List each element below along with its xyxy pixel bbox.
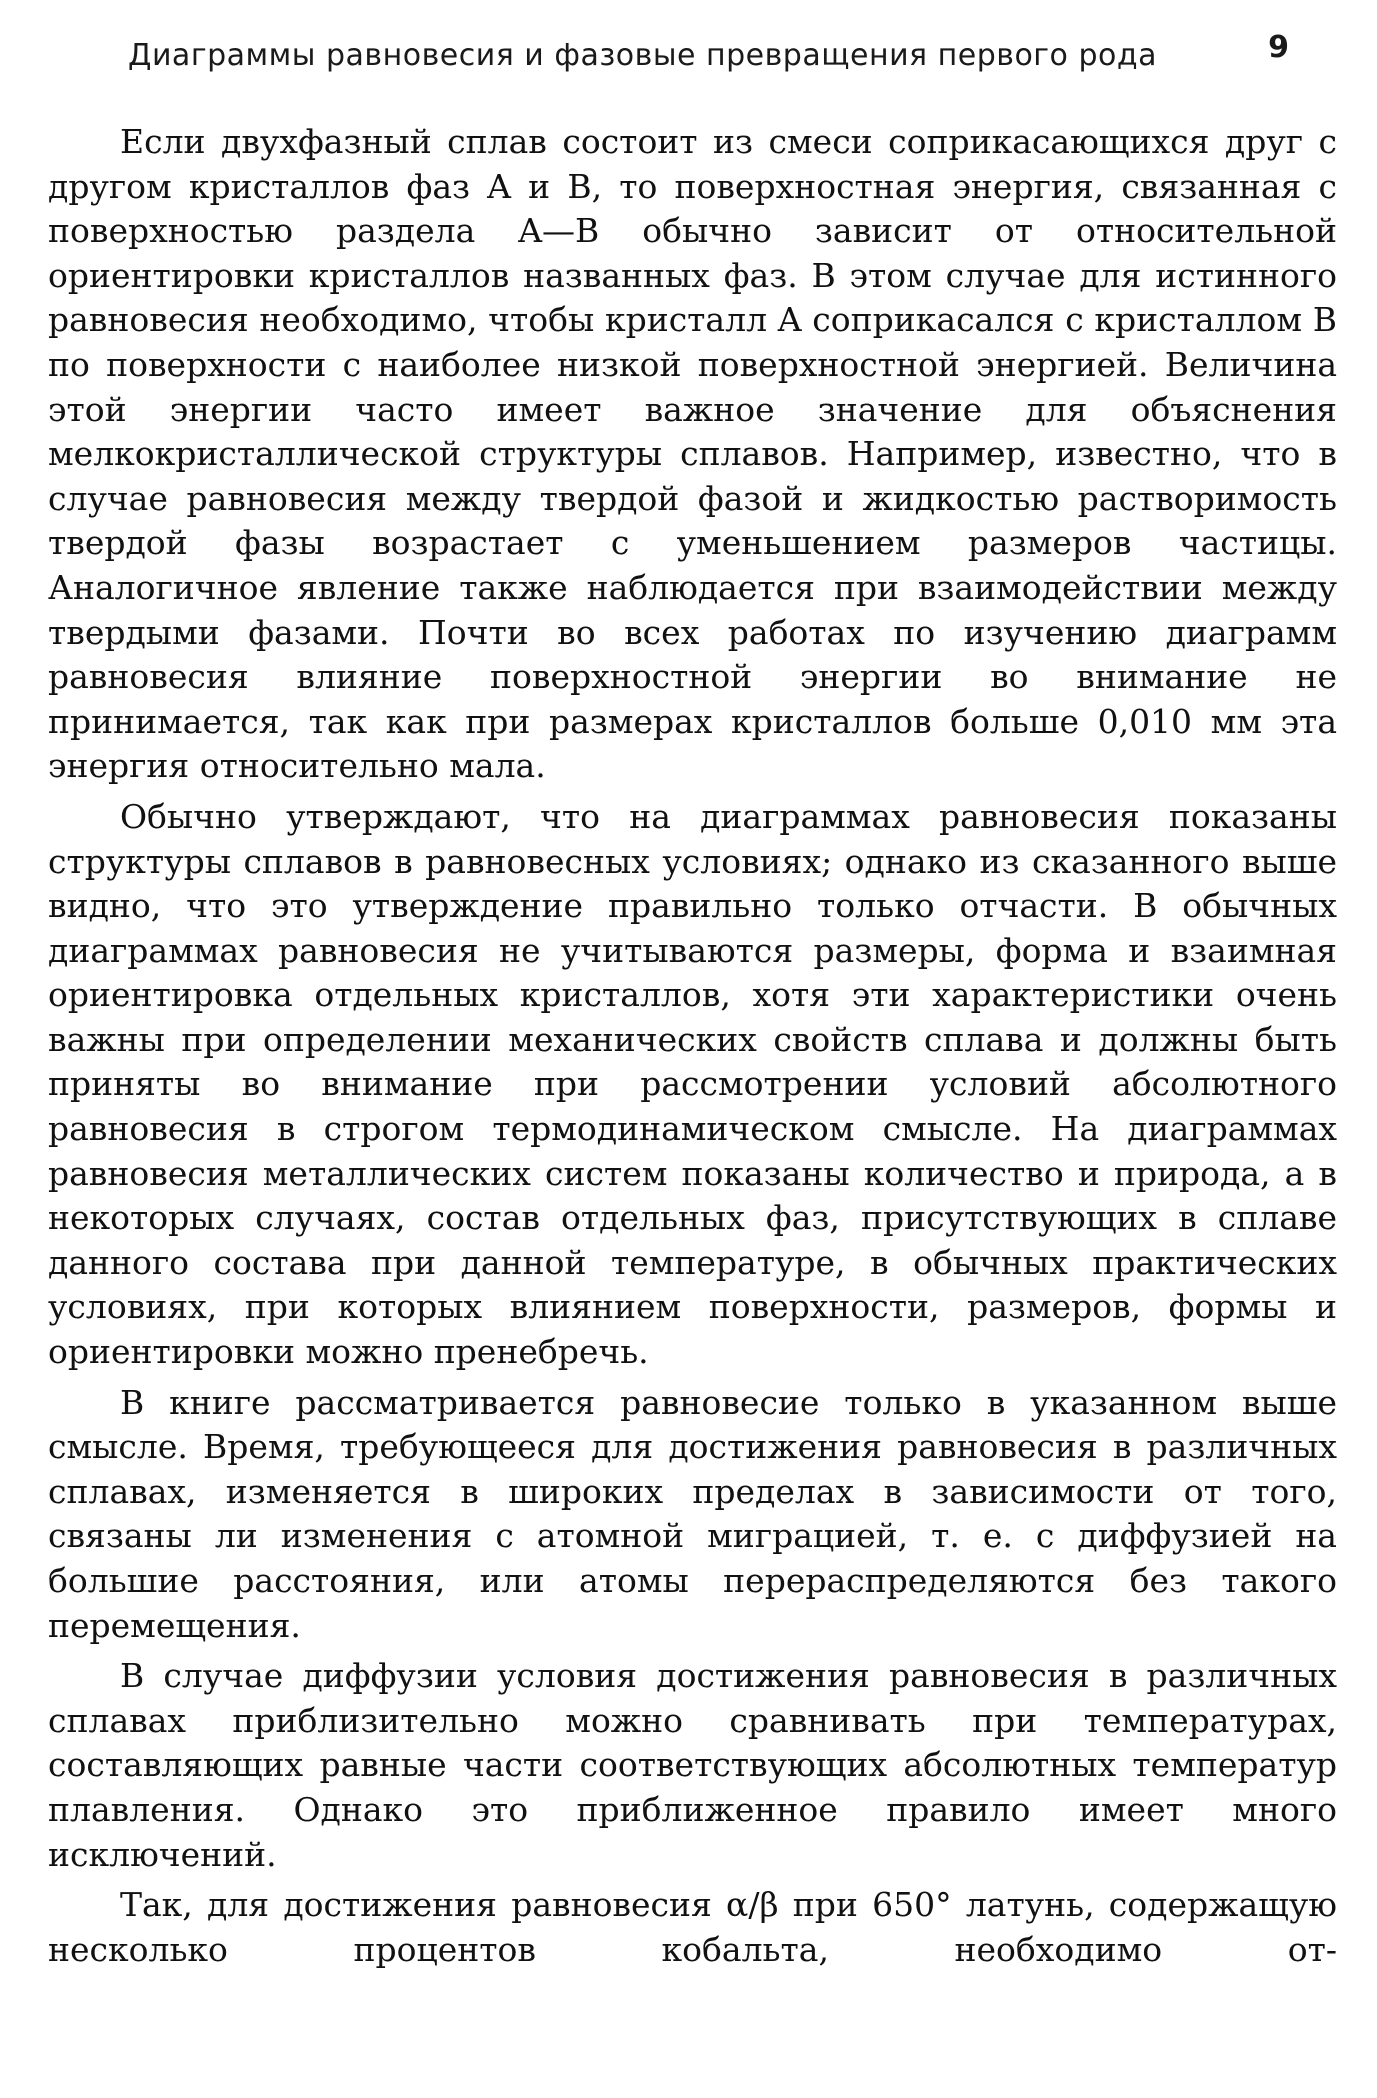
paragraph-equilibrium-time: В книге рассматривается равновесие только в указанном выше смысле. Время, требующееся для достижения равновесия в различных сплавах, изменяется в широких пределах в зависимости от того, связаны ли изменения с атомной миграцией, т. е. с диффузией на большие расстояния, или атомы перераспределяются без такого перемещения. xyxy=(48,1382,1337,1645)
page-number: 9 xyxy=(1268,30,1289,65)
paragraph-equilibrium-diagrams: Обычно утверждают, что на диаграммах равновесия показаны структуры сплавов в равновесных условиях; однако из сказанного выше видно, что это утверждение правильно только отчасти. В обычных диаграммах равновесия не учитываются размеры, форма и взаимная ориентировка отдельных кристаллов, хотя эти характеристики очень важны при определении механических свойств сплава и должны быть приняты во внимание при рассмотрении условий абсолютного равновесия в строгом термодинамическом смысле. На диаграммах равновесия металлических систем показаны количество и природа, а в некоторых случаях, состав отдельных фаз, присутствующих в сплаве данного состава при данной температуре, в обычных практических условиях, при которых влиянием поверхности, размеров, формы и ориентировки можно пренебречь. xyxy=(48,796,1337,1372)
paragraph-surface-energy: Если двухфазный сплав состоит из смеси соприкасающихся друг с другом кристаллов фаз A и B, то поверхностная энергия, связанная с поверхностью раздела A—B обычно зависит от относительной ориентировки кристаллов названных фаз. В этом случае для истинного равновесия необходимо, чтобы кристалл A соприкасался с кристаллом B по поверхности с наиболее низкой поверхностной энергией. Величина этой энергии часто имеет важное значение для объяснения мелкокристаллической структуры сплавов. Например, известно, что в случае равновесия между твердой фазой и жидкостью растворимость твердой фазы возрастает с уменьшением размеров частицы. Аналогичное явление также наблюдается при взаимодействии между твердыми фазами. Почти во всех работах по изучению диаграмм равновесия влияние поверхностной энергии во внимание не принимается, так как при размерах кристаллов больше 0,010 мм эта энергия относительно мала. xyxy=(48,122,1337,786)
paragraph-diffusion-conditions: В случае диффузии условия достижения равновесия в различных сплавах приблизительно можно сравнивать при температурах, составляющих равные части соответствующих абсолютных температур плавления. Однако это приближенное правило имеет много исключений. xyxy=(48,1656,1337,1874)
paragraph-brass-example: Так, для достижения равновесия α/β при 650° латунь, содержащую несколько процентов кобальта, необходимо от- xyxy=(48,1885,1337,1969)
body-text xyxy=(48,120,1337,1978)
running-header xyxy=(48,0,1327,90)
running-title: Диаграммы равновесия и фазовые превращения первого рода xyxy=(128,38,1157,73)
